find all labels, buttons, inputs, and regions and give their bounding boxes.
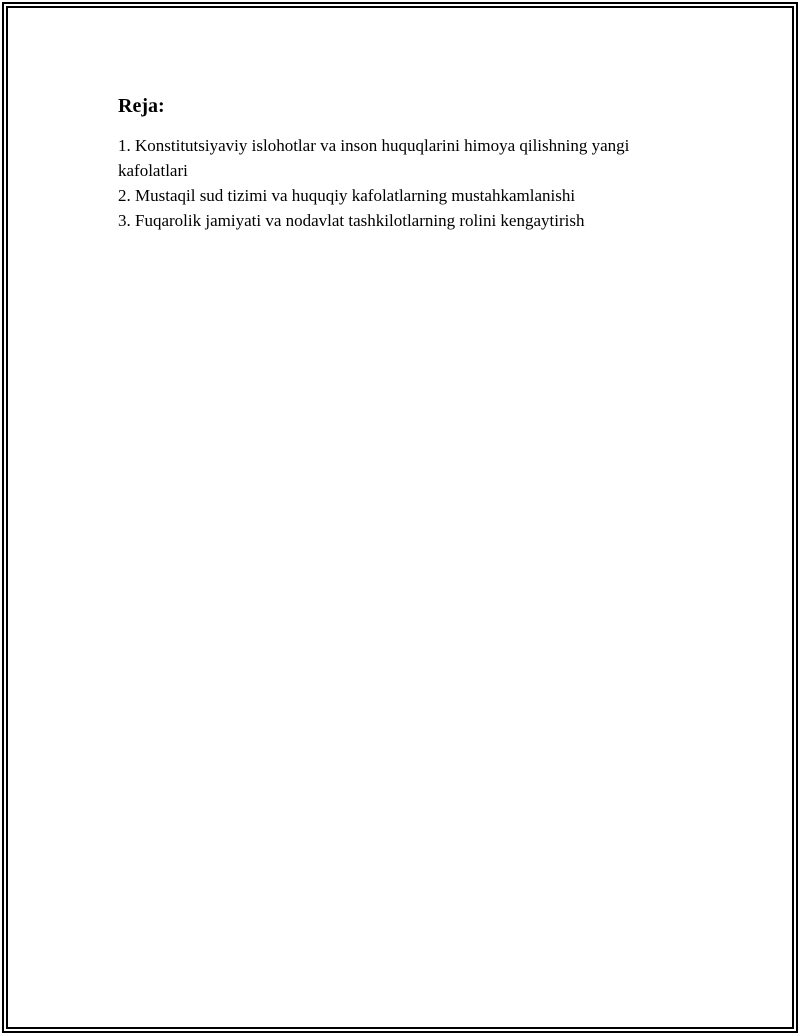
plan-item-2: 2. Mustaqil sud tizimi va huquqiy kafolatlarning mustahkamlanishi	[118, 186, 576, 205]
plan-item-3: 3. Fuqarolik jamiyati va nodavlat tashkilotlarning rolini kengaytirish	[118, 211, 585, 230]
plan-item-1: 1. Konstitutsiyaviy islohotlar va inson huquqlarini himoya qilishning yangi kafolatlari	[118, 136, 630, 180]
plan-list	[118, 133, 698, 233]
plan-section	[118, 93, 698, 233]
plan-heading: Reja:	[118, 95, 165, 117]
